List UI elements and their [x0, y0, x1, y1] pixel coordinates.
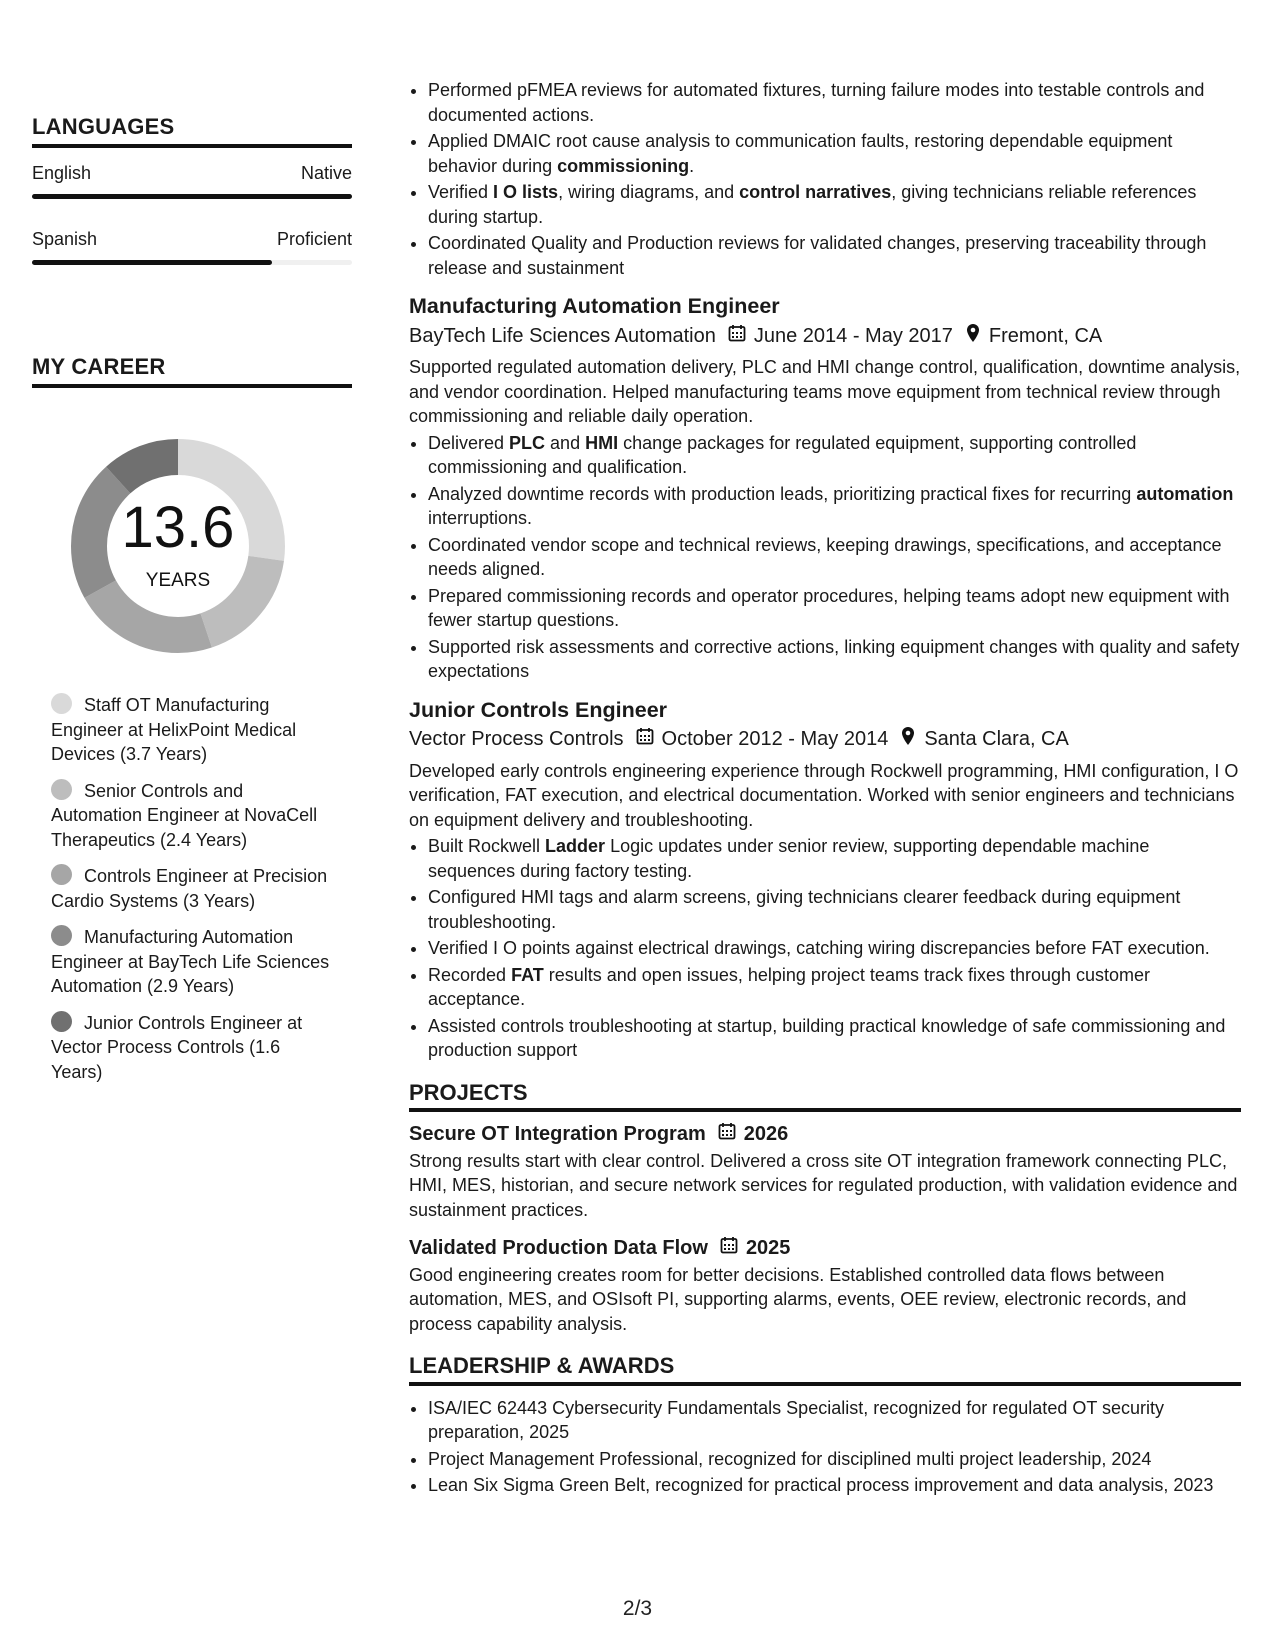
bullet-item: • Coordinated vendor scope and technical reviews, keeping drawings, specifications, and acceptance needs aligned.	[428, 533, 1241, 582]
bullet-item: • Built Rockwell Ladder Logic updates under senior review, supporting dependable machine sequences during factory testing.	[428, 834, 1241, 883]
project-year: 2026	[743, 1123, 789, 1145]
location-pin-icon	[900, 726, 916, 753]
job-location: Santa Clara, CA	[924, 728, 1069, 750]
job-location: Fremont, CA	[988, 324, 1103, 347]
award-item: • Project Management Professional, recognized for disciplined multi project leadership, 2024	[428, 1447, 1241, 1472]
career-total-years: 13.6	[121, 495, 235, 560]
language-proficiency-fill	[32, 194, 352, 199]
page-number: 2/3	[622, 1597, 653, 1620]
career-title: MY CAREER	[32, 354, 352, 388]
bullet-item: • Performed pFMEA reviews for automated fixtures, turning failure modes into testable controls and documented actions.	[428, 78, 1241, 127]
career-legend-item	[51, 693, 331, 767]
bullet-item: • Applied DMAIC root cause analysis to communication faults, restoring dependable equipment behavior during commissioning.	[428, 129, 1241, 178]
career-legend-item	[51, 1011, 331, 1085]
company-name: Vector Process Controls	[409, 728, 624, 750]
job-dates: October 2012 - May 2014	[661, 728, 889, 750]
legend-dot-icon	[51, 925, 72, 946]
previous-job-bullets	[409, 78, 1241, 280]
legend-dot-icon	[51, 779, 72, 800]
location-pin-icon	[965, 323, 981, 350]
project-entry	[409, 1122, 1241, 1222]
award-item: • Lean Six Sigma Green Belt, recognized for practical process improvement and data analysis, 2023	[428, 1473, 1241, 1498]
calendar-icon	[720, 1236, 738, 1261]
language-proficiency-bar	[32, 260, 352, 265]
project-year: 2025	[745, 1237, 791, 1259]
job-entry	[409, 294, 1241, 684]
legend-label: Junior Controls Engineer at Vector Process Controls (1.6 Years)	[51, 1012, 303, 1082]
project-entry	[409, 1236, 1241, 1336]
project-header	[409, 1236, 1241, 1261]
bullet-item: • Configured HMI tags and alarm screens, giving technicians clearer feedback during equipment troubleshooting.	[428, 885, 1241, 934]
bullet-item: • Delivered PLC and HMI change packages for regulated equipment, supporting controlled commissioning and qualification.	[428, 431, 1241, 480]
legend-label: Staff OT Manufacturing Engineer at HelixPoint Medical Devices (3.7 Years)	[51, 695, 297, 764]
bullet-item: • Assisted controls troubleshooting at startup, building practical knowledge of safe commissioning and production support	[428, 1014, 1241, 1063]
awards-list	[409, 1396, 1241, 1498]
job-meta	[409, 726, 1241, 753]
career-legend	[51, 693, 331, 1096]
legend-label: Controls Engineer at Precision Cardio Systems (3 Years)	[51, 866, 328, 911]
calendar-icon	[718, 1122, 736, 1147]
job-meta	[409, 323, 1241, 350]
calendar-icon	[728, 324, 746, 349]
project-title: Secure OT Integration Program	[409, 1123, 706, 1145]
project-description: Good engineering creates room for better decisions. Established controlled data flows between automation, MES, and OSIsoft PI, supporting alarms, events, OEE review, electronic records, and process capability analysis.	[409, 1264, 1187, 1334]
bullet-item: • Recorded FAT results and open issues, helping project teams track fixes through customer acceptance.	[428, 963, 1241, 1012]
bullet-item: • Supported risk assessments and corrective actions, linking equipment changes with quality and safety expectations	[428, 635, 1241, 684]
legend-dot-icon	[51, 693, 72, 714]
career-total-unit: YEARS	[145, 570, 211, 591]
project-header	[409, 1122, 1241, 1147]
job-bullets	[409, 431, 1241, 684]
bullet-item: • Analyzed downtime records with production leads, prioritizing practical fixes for recurring automation interruptions.	[428, 482, 1241, 531]
job-bullets	[409, 834, 1241, 1063]
job-title: Manufacturing Automation Engineer	[409, 294, 780, 318]
language-level: Native	[300, 163, 352, 183]
project-description: Strong results start with clear control. Delivered a cross site OT integration framework connecting PLC, HMI, MES, historian, and secure network services for regulated production, with validation evidence and sustainment practices.	[409, 1150, 1238, 1220]
bullet-item: • Coordinated Quality and Production reviews for validated changes, preserving traceability through release and sustainment	[428, 231, 1241, 280]
bullet-item: • Verified I O lists, wiring diagrams, and control narratives, giving technicians reliable references during startup.	[428, 180, 1241, 229]
bullet-item: • Prepared commissioning records and operator procedures, helping teams adopt new equipment with fewer startup questions.	[428, 584, 1241, 633]
legend-dot-icon	[51, 864, 72, 885]
projects-title: PROJECTS	[409, 1081, 1241, 1113]
career-legend-item	[51, 864, 331, 913]
main-content	[409, 78, 1241, 1500]
legend-label: Manufacturing Automation Engineer at BayTech Life Sciences Automation (2.9 Years)	[51, 927, 330, 996]
company-name: BayTech Life Sciences Automation	[409, 324, 716, 347]
language-proficiency-fill	[32, 260, 272, 265]
job-description: Supported regulated automation delivery, PLC and HMI change control, qualification, downtime analysis, and vendor coordination. Helped manufacturing teams move equipment from technical review through commissioning and reliable daily operation.	[409, 357, 1241, 426]
career-legend-item	[51, 925, 331, 999]
legend-dot-icon	[51, 1011, 72, 1032]
language-name: Spanish	[32, 229, 98, 249]
job-description: Developed early controls engineering experience through Rockwell programming, HMI configuration, I O verification, FAT execution, and electrical documentation. Worked with senior engineers and technicians on equipment delivery and troubleshooting.	[409, 760, 1239, 830]
legend-label: Senior Controls and Automation Engineer at NovaCell Therapeutics (2.4 Years)	[51, 780, 318, 850]
language-proficiency-bar	[32, 194, 352, 199]
job-entry	[409, 698, 1241, 1063]
language-level: Proficient	[276, 229, 352, 249]
job-dates: June 2014 - May 2017	[753, 324, 953, 347]
career-legend-item	[51, 779, 331, 853]
career-donut-chart	[64, 432, 292, 660]
bullet-item: • Verified I O points against electrical drawings, catching wiring discrepancies before FAT execution.	[428, 936, 1241, 961]
award-item: • ISA/IEC 62443 Cybersecurity Fundamentals Specialist, recognized for regulated OT security preparation, 2025	[428, 1396, 1241, 1445]
job-title: Junior Controls Engineer	[409, 697, 668, 722]
awards-title: LEADERSHIP & AWARDS	[409, 1354, 1241, 1386]
languages-title: LANGUAGES	[32, 114, 352, 148]
project-title: Validated Production Data Flow	[409, 1237, 708, 1259]
calendar-icon	[636, 727, 654, 752]
language-name: English	[32, 163, 92, 183]
